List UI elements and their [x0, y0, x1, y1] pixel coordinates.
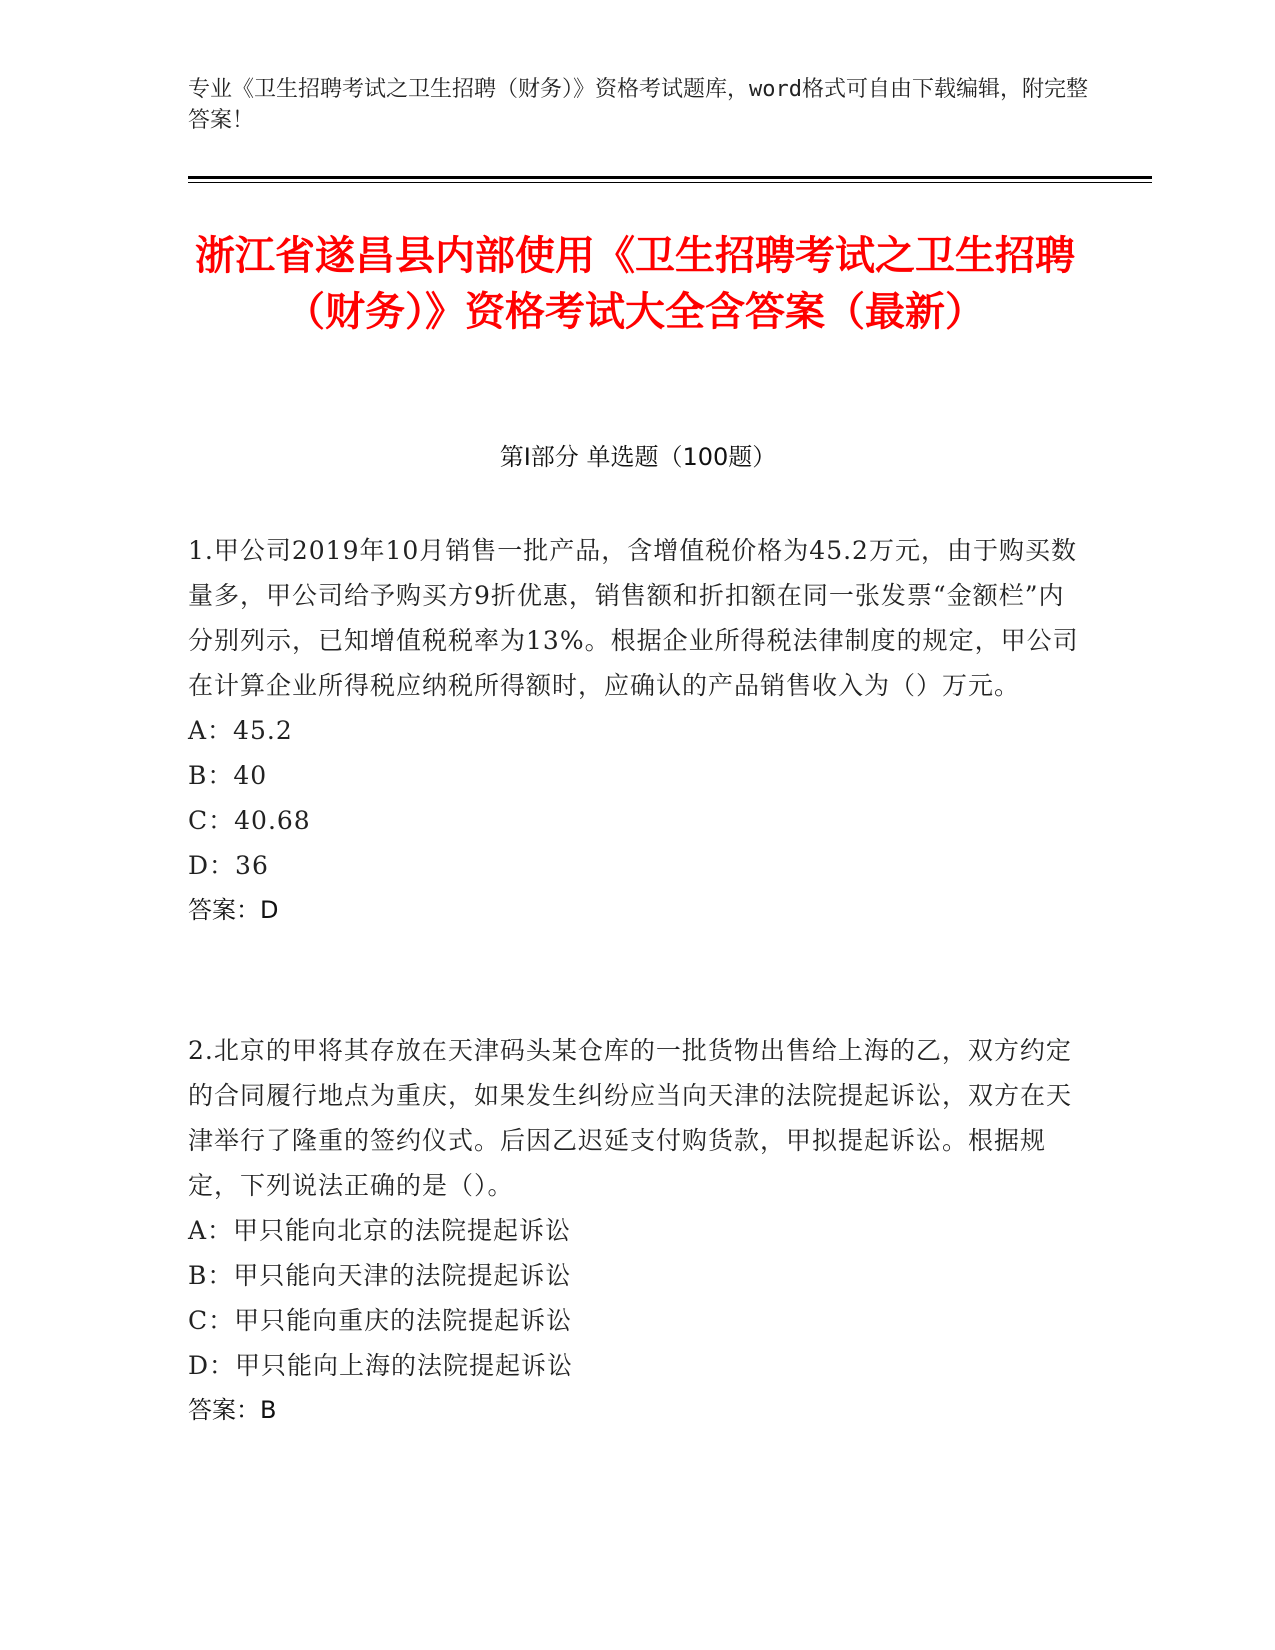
option-a: A：45.2 — [188, 716, 293, 745]
question-1 — [188, 528, 1088, 933]
question-stem: 1.甲公司2019年10月销售一批产品，含增值税价格为45.2万元，由于购买数量多，甲公司给予购买方9折优惠，销售额和折扣额在同一张发票“金额栏”内分别列示，已知增值税税率为13%。根据企业所得税法律制度的规定，甲公司在计算企业所得税应纳税所得额时，应确认的产品销售收入为（）万元。 — [188, 536, 1079, 700]
header-note: 专业《卫生招聘考试之卫生招聘（财务）》资格考试题库，word格式可自由下载编辑，附完整答案！ — [188, 77, 1088, 133]
question-2 — [188, 1028, 1088, 1433]
option-a: A：甲只能向北京的法院提起诉讼 — [188, 1216, 572, 1245]
answer: 答案：B — [188, 1396, 277, 1424]
answer: 答案：D — [188, 896, 279, 924]
option-b: B：40 — [188, 761, 268, 790]
header-divider-thin — [188, 182, 1152, 183]
header-divider-thick — [188, 176, 1152, 179]
option-b: B：甲只能向天津的法院提起诉讼 — [188, 1261, 572, 1290]
section-heading: 第Ⅰ部分 单选题（100题） — [499, 443, 777, 471]
question-stem: 2.北京的甲将其存放在天津码头某仓库的一批货物出售给上海的乙，双方约定的合同履行地点为重庆，如果发生纠纷应当向天津的法院提起诉讼，双方在天津举行了隆重的签约仪式。后因乙迟延支付购货款，甲拟提起诉讼。根据规定，下列说法正确的是（）。 — [188, 1036, 1073, 1200]
option-c: C：甲只能向重庆的法院提起诉讼 — [188, 1306, 573, 1335]
option-d: D：甲只能向上海的法院提起诉讼 — [188, 1351, 574, 1380]
option-d: D：36 — [188, 851, 269, 880]
option-c: C：40.68 — [188, 806, 311, 835]
document-title: 浙江省遂昌县内部使用《卫生招聘考试之卫生招聘（财务）》资格考试大全含答案（最新） — [195, 233, 1075, 335]
